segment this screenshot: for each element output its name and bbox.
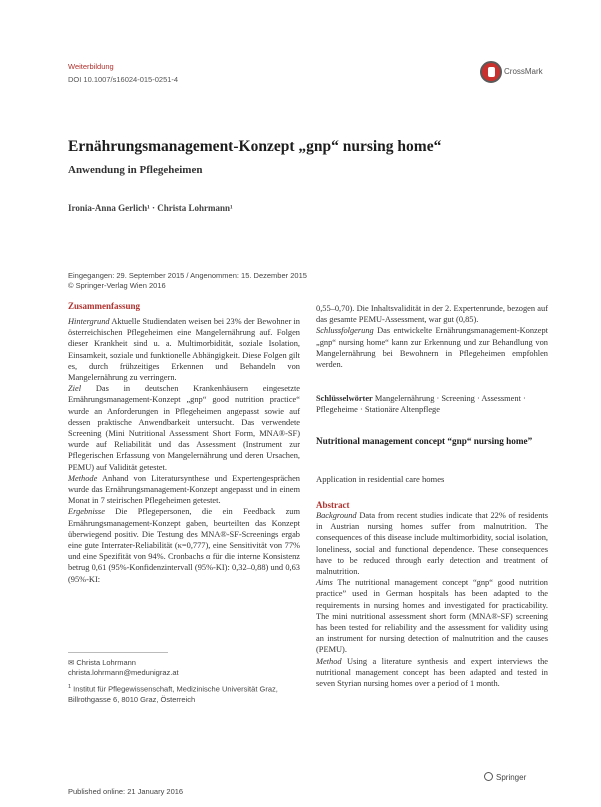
doi-link[interactable]: DOI 10.1007/s16024-015-0251-4	[68, 75, 179, 84]
text-ziel: Das in deutschen Krankenhäusern eingesetzte Ernährungsmanagement-Konzept „gnp“ good nutrition practice“ wurde an Anforderungen in Pflegeheimen angepasst sowie auf dessen praktische Anwendbarkeit untersucht. Das verwendete Screening (Mini Nutritional Assessment Short Form, MNA®-SF) wurde auf Reliabilität und das Assessment (Instrument zur Pflegerischen Erfassung von Mangelernährung und deren Ursachen, PEMU) auf Validität getestet.	[68, 384, 301, 472]
published-date: Published online: 21 January 2016	[68, 787, 184, 796]
crossmark-icon	[480, 61, 502, 83]
paragraph-methode	[68, 473, 300, 507]
author-list: Ironia-Anna Gerlich¹ · Christa Lohrmann¹	[68, 203, 233, 213]
paragraph-method	[316, 656, 548, 690]
text-schluss: Das entwickelte Ernährungsmanagement-Konzept „gnp“ nursing home“ kann zur Erkennung und zur Behandlung von Mangelernährung bei Bewohnern in Pflegeheimen empfohlen werden.	[316, 326, 548, 370]
received-accepted: Eingegangen: 29. September 2015 / Angenommen: 15. Dezember 2015	[68, 271, 307, 280]
paragraph-schluss	[316, 325, 548, 370]
zusammenfassung-body	[68, 316, 300, 585]
publisher-logo	[484, 772, 526, 782]
abstract-body	[316, 510, 548, 689]
affiliation-number: 1	[68, 684, 72, 690]
label-methode: Methode	[68, 473, 98, 483]
text-continuation: 0,55–0,70). Die Inhaltsvalidität in der 2. Expertenrunde, bezogen auf das gesamte PEMU-Assessment, war gut (0,85).	[316, 304, 548, 325]
keywords-label: Schlüsselwörter	[316, 394, 373, 403]
label-ziel: Ziel	[68, 384, 82, 394]
label-aims: Aims	[316, 578, 333, 588]
label-schluss: Schlussfolgerung	[316, 326, 374, 336]
journal-category: Weiterbildung	[68, 62, 114, 71]
label-method: Method	[316, 656, 342, 666]
corresponding-name: ✉ Christa Lohrmann	[68, 658, 136, 667]
text-background: Data from recent studies indicate that 22% of residents in Austrian nursing homes suffer from malnutrition. The consequences of this disease include multimorbidity, social isolation, loneliness, social and functional dependence. These consequences have to be reduced through early detection and treatment of malnutrition.	[316, 511, 548, 577]
springer-horse-icon	[484, 772, 493, 781]
text-hintergrund: Aktuelle Studiendaten weisen bei 23% der Bewohner in österreichischen Pflegeheimen eine Mangelernährung auf. Folgen dieser Krankheit sind u. a. Multimorbidität, soziale Isolation, Einsamkeit, soziale und funktionelle Abhängigkeit. Diese Folgen gilt es, durch frühzeitiges Erkennen und Behandeln von Mangelernährung zu verringern.	[68, 317, 300, 383]
paragraph-hintergrund	[68, 316, 300, 383]
affiliation-text: Institut für Pflegewissenschaft, Medizinische Universität Graz, Billrothgasse 6, 8010 Graz, Österreich	[68, 684, 278, 704]
article-title: Ernährungsmanagement-Konzept „gnp“ nursing home“	[68, 138, 442, 155]
label-hintergrund: Hintergrund	[68, 317, 110, 326]
paragraph-aims	[316, 577, 548, 655]
keywords	[316, 393, 548, 415]
article-dates	[68, 271, 307, 290]
footnote-divider	[68, 652, 168, 653]
affiliation	[68, 682, 298, 705]
label-ergebnisse: Ergebnisse	[68, 507, 105, 517]
publisher-name: Springer	[496, 773, 527, 782]
text-methode: Anhand von Literatursynthese und Expertengesprächen wurde das Ernährungsmanagement-Konzept angepasst und in einem Monat in 7 steirischen Pflegeheimen getestet.	[68, 473, 300, 506]
crossmark-label: CrossMark	[504, 67, 543, 76]
label-background: Background	[316, 511, 357, 520]
zusammenfassung-continued	[316, 303, 548, 370]
text-method: Using a literature synthesis and expert interviews the nutritional management concept has been adapted and tested in seven Styrian nursing homes over a period of 1 month.	[316, 656, 548, 689]
english-subtitle: Application in residential care homes	[316, 474, 445, 484]
text-ergebnisse: Die Pflegepersonen, die ein Feedback zum Ernährungsmanagement-Konzept gaben, beurteilten das Konzept überwiegend positiv. Die Testung des MNA®-SF-Screenings ergab eine gute Interrater-Reliabilität (κ=0,777), eine Sensitivität von 77% und eine Spezifität von 94%. Cronbachs α für die interne Konsistenz betrug 0,61 (95%-Konfidenzintervall (95%-KI): 0,32–0,88) und 0,63 (95%-KI:	[68, 507, 300, 584]
english-title: Nutritional management concept “gnp“ nursing home”	[316, 436, 533, 446]
paragraph-ergebnisse	[68, 506, 300, 584]
corresponding-author	[68, 658, 179, 678]
crossmark-badge[interactable]	[480, 61, 550, 89]
article-subtitle: Anwendung in Pflegeheimen	[68, 164, 203, 176]
paragraph-background	[316, 510, 548, 577]
paragraph-ziel	[68, 383, 300, 473]
section-heading-zusammenfassung: Zusammenfassung	[68, 301, 141, 311]
keywords-text: Mangelernährung · Screening · Assessment · Pflegeheime · Stationäre Altenpflege	[316, 394, 526, 415]
section-heading-abstract: Abstract	[316, 500, 350, 510]
text-aims: The nutritional management concept “gnp“ good nutrition practice” used in German hospitals has been adapted to the requirements in nursing homes and investigated for practicability. The mini nutritional assessment short form (MNA®-SF) screening has been tested for reliability and the assessment for validity using an instrument for nursing detection of malnutrition and the causes (PEMU).	[316, 578, 548, 655]
corresponding-email[interactable]: christa.lohrmann@medunigraz.at	[68, 668, 179, 677]
copyright: © Springer-Verlag Wien 2016	[68, 280, 166, 290]
